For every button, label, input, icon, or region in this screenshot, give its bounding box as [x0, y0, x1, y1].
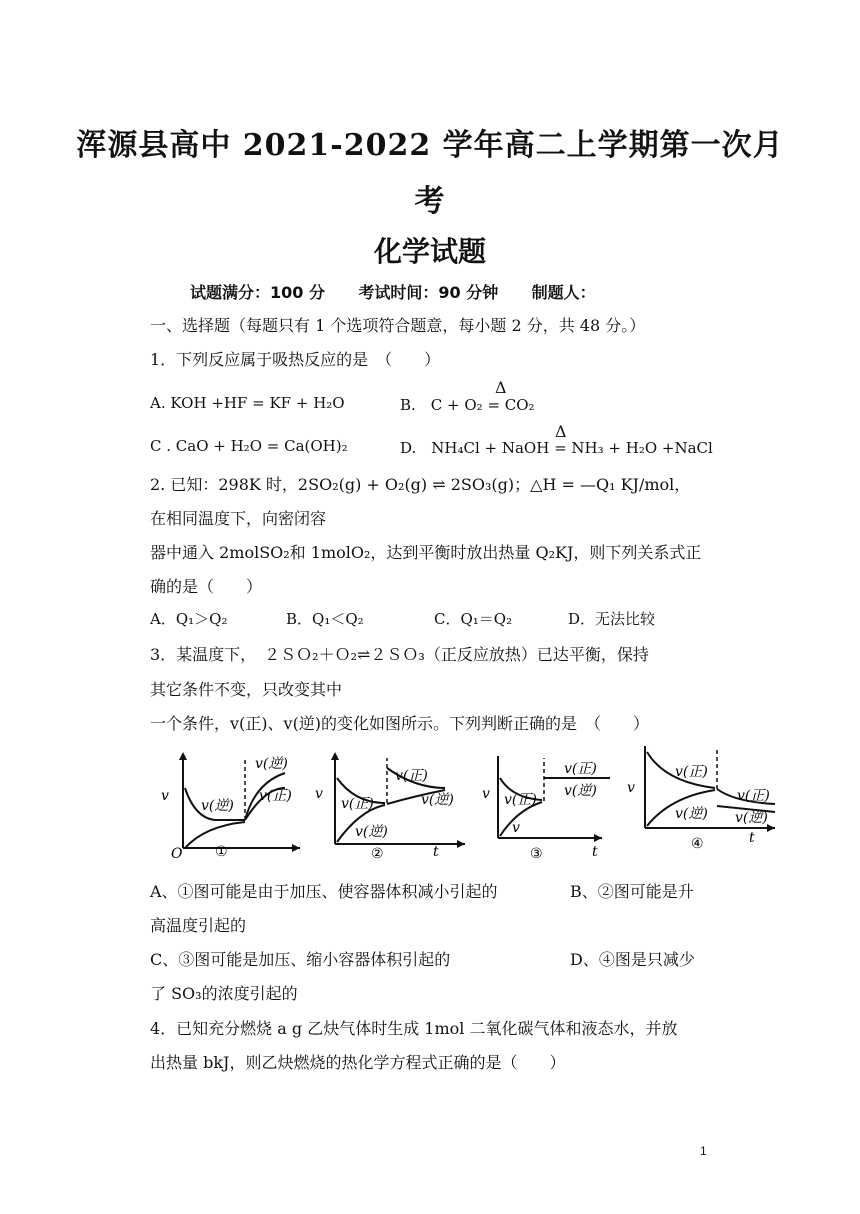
rate-graph-3: [482, 748, 617, 860]
author: 制题人：: [531, 283, 596, 302]
q3-option-b-cont: 高温度引起的: [150, 916, 247, 935]
exam-time: 考试时间：90 分钟: [358, 283, 499, 302]
axis-v-label: v: [161, 788, 169, 804]
q2-line4: 确的是（ ）: [150, 577, 263, 596]
g2-left-upper: v(正): [341, 796, 374, 812]
axis-v-label: v: [627, 780, 635, 796]
q2-option-c: C．Q₁＝Q₂: [434, 610, 513, 628]
q4-line2: 出热量 bkJ，则乙炔燃烧的热化学方程式正确的是（ ）: [150, 1053, 566, 1072]
q1-option-c: C . CaO + H₂O = Ca(OH)₂: [150, 437, 348, 455]
q3-line1: 3．某温度下， ２ＳＯ₂＋Ｏ₂⇌２ＳＯ₃（正反应放热）已达平衡，保持: [150, 645, 649, 664]
axis-v-label: v: [482, 786, 490, 802]
graph-2-number: ②: [371, 846, 384, 860]
subject-title: 化学试题: [373, 235, 486, 268]
exam-title-line1: 浑源县高中 2021-2022 学年高二上学期第一次月: [76, 128, 784, 163]
g2-bottom-label: v(逆): [421, 792, 454, 808]
q1-option-a: A. KOH +HF = KF + H₂O: [150, 394, 345, 412]
graph-1-number: ①: [215, 844, 228, 860]
g1-bottom-label: v(正): [259, 788, 292, 804]
g3-bottom-label: v(逆): [564, 783, 597, 799]
exam-title-line2: 考: [414, 184, 446, 219]
q4-line1: 4．已知充分燃烧 a g 乙炔气体时生成 1mol 二氧化碳气体和液态水，并放: [150, 1019, 678, 1038]
q1-b-delta: Δ: [495, 378, 507, 397]
full-score: 试题满分：100 分: [190, 283, 325, 302]
g4-bottom-label: v(逆): [675, 806, 708, 822]
g3-top-label: v(正): [564, 761, 597, 777]
graph-3-number: ③: [530, 846, 543, 860]
g2-top-label: v(正): [395, 768, 428, 784]
axis-t-label: t: [433, 844, 439, 860]
q2-option-d: D．无法比较: [568, 610, 656, 628]
q3-option-d: D、④图是只减少: [570, 950, 695, 969]
graph-4-number: ④: [691, 836, 704, 852]
exam-meta: [190, 280, 596, 303]
q3-option-c: C、③图可能是加压、缩小容器体积引起的: [150, 950, 451, 969]
g3-left-lower: v: [512, 820, 520, 836]
g1-top-label: v(逆): [255, 756, 288, 772]
g1-left-upper: v(逆): [201, 798, 234, 814]
q2-option-a: A．Q₁＞Q₂: [150, 610, 228, 628]
q3-option-b: B、②图可能是升: [570, 882, 694, 901]
q1-d-delta: Δ: [555, 422, 567, 441]
q2-line3: 器中通入 2molSO₂和 1molO₂，达到平衡时放出热量 Q₂KJ，则下列关系式正: [150, 543, 702, 562]
q1-option-d: D. NH₄Cl + NaOH = NH₃ + H₂O +NaCl: [400, 439, 713, 457]
axis-t-label: t: [749, 830, 755, 846]
q3-line2: 其它条件不变，只改变其中: [150, 680, 343, 699]
page-number: 1: [700, 1144, 707, 1158]
rate-graph-2: [315, 748, 475, 860]
section-heading: 一、选择题（每题只有 1 个选项符合题意，每小题 2 分，共 48 分。）: [150, 316, 646, 335]
g4-right-lower: v(逆): [735, 810, 768, 826]
axis-v-label: v: [315, 786, 323, 802]
g4-right-upper: v(正): [737, 788, 770, 804]
axis-t-label: t: [592, 844, 598, 860]
q2-line1: 2. 已知：298K 时，2SO₂(g) + O₂(g) ⇌ 2SO₃(g)；△H = —Q₁ KJ/mol，: [150, 475, 691, 494]
g3-left-upper: v(正): [504, 792, 537, 808]
q1-stem: 1．下列反应属于吸热反应的是 （ ）: [150, 350, 441, 369]
q3-option-d-cont: 了 SO₃的浓度引起的: [150, 984, 298, 1003]
q1-option-b: B. C + O₂ = CO₂: [400, 396, 535, 414]
origin-label: O: [171, 846, 183, 860]
g2-left-lower: v(逆): [355, 824, 388, 840]
q2-line2: 在相同温度下，向密闭容: [150, 509, 327, 528]
q2-option-b: B．Q₁＜Q₂: [286, 610, 364, 628]
q3-option-a: A、①图可能是由于加压、使容器体积减小引起的: [150, 882, 498, 901]
rate-graph-1: [155, 748, 305, 860]
rate-graph-4: [625, 742, 785, 856]
g4-top-label: v(正): [675, 764, 708, 780]
q3-line3: 一个条件，v(正)、v(逆)的变化如图所示。下列判断正确的是 （ ）: [150, 714, 650, 733]
